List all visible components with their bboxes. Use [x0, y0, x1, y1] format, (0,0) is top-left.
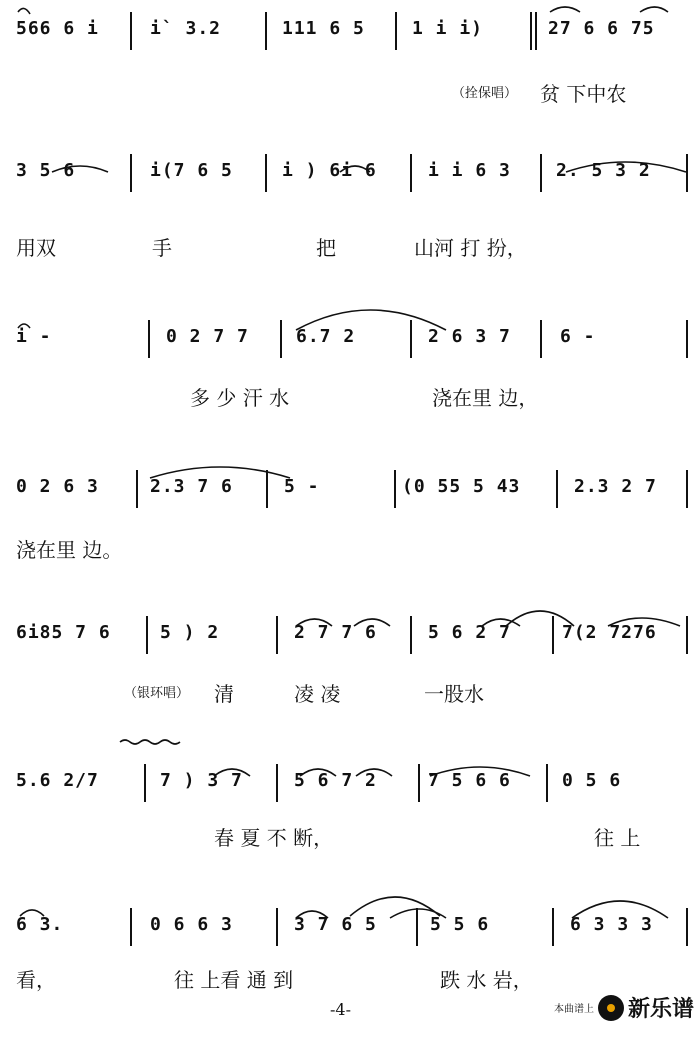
- barline: [410, 616, 412, 654]
- lyric: 用双: [16, 236, 56, 260]
- measure: 6 3 3 3: [570, 914, 653, 935]
- barline: [535, 12, 537, 50]
- measure: 5 6 7 2: [294, 770, 377, 791]
- measure: 5.6 2/7: [16, 770, 99, 791]
- lyric: 跌 水 岩，: [440, 968, 533, 992]
- singer-label: （银环唱）: [124, 686, 190, 701]
- lyric: 清: [214, 682, 234, 706]
- lyric: 手: [152, 236, 172, 260]
- barline: [552, 616, 554, 654]
- barline: [686, 320, 688, 358]
- measure: 27 6 6 75: [548, 18, 655, 39]
- barline: [130, 908, 132, 946]
- measure: (0 55 5 43: [402, 476, 521, 497]
- barline: [265, 12, 267, 50]
- notes-line: [0, 326, 700, 366]
- measure: 0 6 6 3: [150, 914, 233, 935]
- score-row-4: [0, 476, 700, 606]
- lyric: 一股水: [424, 682, 484, 706]
- barline: [540, 154, 542, 192]
- lyric: 浇在里 边，: [432, 386, 539, 410]
- barline: [276, 764, 278, 802]
- measure: 7 5 6 6: [428, 770, 511, 791]
- notes-line: [0, 622, 700, 662]
- barline: [540, 320, 542, 358]
- lyric: 看，: [16, 968, 56, 992]
- lyric: 凌 凌: [294, 682, 341, 706]
- measure: 0 5 6: [562, 770, 622, 791]
- barline: [686, 154, 688, 192]
- lyric: 浇在里 边。: [16, 538, 123, 562]
- measure: i` 3.2: [150, 18, 222, 39]
- measure: 3 5 6: [16, 160, 76, 181]
- page-number: -4-: [330, 1000, 351, 1019]
- barline: [556, 470, 558, 508]
- barline: [394, 470, 396, 508]
- notes-line: [0, 18, 700, 58]
- measure: 6.7 2: [296, 326, 356, 347]
- watermark-small-text: 本曲谱上: [553, 1004, 594, 1015]
- measure: 0 2 6 3: [16, 476, 99, 497]
- measure: 111 6 5: [282, 18, 365, 39]
- measure: 2 6 3 7: [428, 326, 511, 347]
- score-row-5: [0, 622, 700, 752]
- barline: [546, 764, 548, 802]
- measure: 5 5 6: [430, 914, 490, 935]
- lyric: 贫 下中农: [540, 82, 627, 106]
- singer-label: （拴保唱）: [452, 86, 518, 101]
- measure: i(7 6 5: [150, 160, 233, 181]
- watermark: [554, 992, 694, 1023]
- lyric: 往 上: [594, 826, 641, 850]
- barline: [410, 154, 412, 192]
- notes-line: [0, 160, 700, 200]
- measure: 6i85 7 6: [16, 622, 111, 643]
- barline: [130, 154, 132, 192]
- barline: [686, 908, 688, 946]
- barline: [136, 470, 138, 508]
- score-row-2: [0, 160, 700, 290]
- barline: [146, 616, 148, 654]
- barline: [265, 154, 267, 192]
- barline: [144, 764, 146, 802]
- measure: 5 -: [284, 476, 320, 497]
- measure: 7 ) 3 7: [160, 770, 243, 791]
- measure: 0 2 7 7: [166, 326, 249, 347]
- barline: [530, 12, 532, 50]
- measure: 3 7 6 5: [294, 914, 377, 935]
- lyric: 山河 打 扮，: [414, 236, 527, 260]
- lyric: 多 少 汗 水: [190, 386, 290, 410]
- score-row-1: [0, 18, 700, 148]
- barline: [686, 470, 688, 508]
- measure: 2.3 2 7: [574, 476, 657, 497]
- record-disc-icon: [598, 995, 624, 1021]
- measure: i -: [16, 326, 52, 347]
- measure: 5 ) 2: [160, 622, 220, 643]
- measure: 5 6 2 7: [428, 622, 511, 643]
- barline: [410, 320, 412, 358]
- barline: [418, 764, 420, 802]
- measure: i ) 6i 6: [282, 160, 377, 181]
- measure: 2.3 7 6: [150, 476, 233, 497]
- measure: 6 3.: [16, 914, 64, 935]
- measure: 6 -: [560, 326, 596, 347]
- measure: 2. 5 3 2: [556, 160, 651, 181]
- barline: [280, 320, 282, 358]
- score-row-6: [0, 770, 700, 900]
- measure: 566 6 i: [16, 18, 99, 39]
- barline: [276, 908, 278, 946]
- barline: [266, 470, 268, 508]
- notes-line: [0, 770, 700, 810]
- barline: [130, 12, 132, 50]
- barline: [686, 616, 688, 654]
- lyric: 春 夏 不 断，: [214, 826, 334, 850]
- score-row-7: [0, 914, 700, 1044]
- measure: 1 i i): [412, 18, 484, 39]
- barline: [148, 320, 150, 358]
- measure: 7(2 7276: [562, 622, 657, 643]
- barline: [276, 616, 278, 654]
- barline: [416, 908, 418, 946]
- score-row-3: [0, 326, 700, 456]
- measure: i i 6 3: [428, 160, 511, 181]
- notes-line: [0, 914, 700, 954]
- measure: 2 7 7 6: [294, 622, 377, 643]
- lyric: 把: [316, 236, 336, 260]
- notes-line: [0, 476, 700, 516]
- barline: [552, 908, 554, 946]
- watermark-brand: 新乐谱: [627, 997, 694, 1022]
- lyric: 往 上看 通 到: [174, 968, 294, 992]
- barline: [395, 12, 397, 50]
